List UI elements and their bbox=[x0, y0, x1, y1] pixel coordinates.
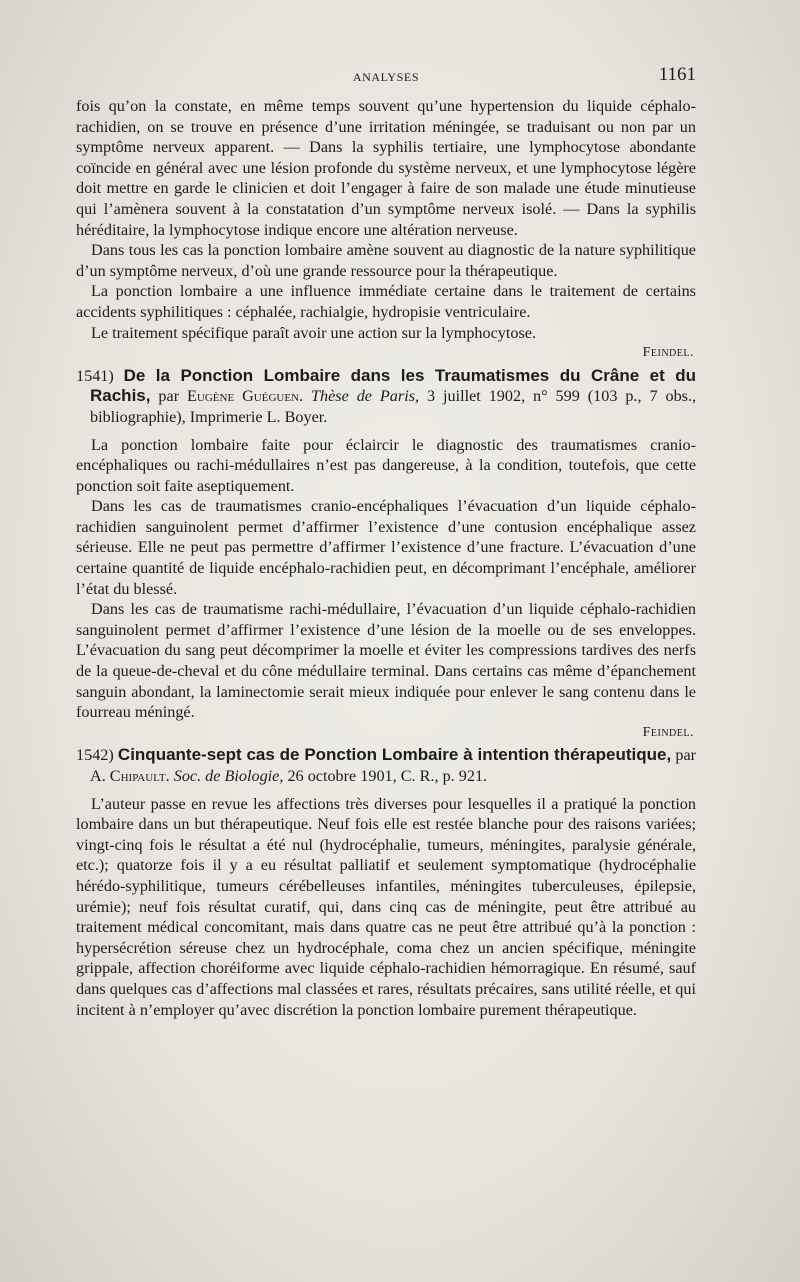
paragraph: L’auteur passe en revue les affections très diverses pour lesquelles il a pratiqué la ponction lombaire dans un but thérapeutique. Neuf fois elle est restée blanche pour des raisons variées; vingt-cinq fois le résultat a été nul (hydrocéphalie, tumeurs, méningites, paralysie générale, etc.); quatorze fois il y a eu résultat palliatif et seulement symptomatique (hydrocéphalie hérédo-syphilitique, tumeurs cérébelleuses infantiles, méningites tuberculeuses, épilepsie, urémie); neuf fois résultat curatif, qui, dans cinq cas de méningite, peut être attribué au traitement médical concomitant, mais dans quatre cas ne peut être attribué qu’à la ponction : hypersécrétion séreuse chez un hydrocéphale, coma chez un ancien spécifique, méningite grippale, affection choréiforme avec liquide céphalo-rachidien hémorragique. En résumé, sauf dans quelques cas d’affections mal classées et rares, résultats précaires, sans utilité réelle, et qui incitent à n’employer qu’avec discrétion la ponction lombaire purement thérapeutique. bbox=[76, 794, 696, 1019]
entry-title: Cinquante-sept cas de Ponction Lombaire à intention thérapeutique, bbox=[117, 745, 672, 765]
paragraph: fois qu’on la constate, en même temps souvent qu’une hypertension du liquide céphalo-rachidien, on se trouve en présence d’une irritation méningée, se traduisant ou non par un symptôme nerveux apparent. — Dans la syphilis tertiaire, une lymphocytose abondante coïncide en général avec une lésion profonde du système nerveux, et une lymphocytose légère doit mettre en garde le clinicien et doit l’engager à faire de son malade une étude minutieuse qui l’amènera souvent à la constatation d’un symptôme nerveux isolé. — Dans la syphilis héréditaire, la lymphocytose indique encore une altération nerveuse. bbox=[76, 97, 696, 239]
paragraph: Dans les cas de traumatisme rachi-médullaire, l’évacuation d’un liquide céphalo-rachidien sanguinolent permet d’affirmer l’existence d’une lésion de la moelle ou de ses enveloppes. L’évacuation du sang peut décomprimer la moelle et éviter les compressions tardives des nerfs de la queue-de-cheval et du cône médullaire terminal. Dans certains cas même d’épanchement sanguin abondant, la laminectomie serait mieux indiquée pour enlever le sang contenu dans le fourreau méningé. bbox=[76, 600, 696, 722]
entry-source: Soc. de Biologie, bbox=[173, 767, 284, 785]
entry-details: 26 octobre 1901, C. R., p. 921. bbox=[287, 767, 488, 785]
paragraph: La ponction lombaire faite pour éclaircir le diagnostic des traumatismes cranio-encéphaliques ou rachi-médullaires n’est pas dangereuse, à la condition, toutefois, que cette ponction soit faite aseptiquement. bbox=[76, 435, 696, 495]
paragraph: La ponction lombaire a une influence immédiate certaine dans le traitement de certains accidents syphilitiques : céphalée, rachialgie, hydropisie ventriculaire. bbox=[76, 282, 696, 321]
paragraph: Le traitement spécifique paraît avoir une action sur la lymphocytose. bbox=[91, 323, 536, 342]
entry-source: Thèse de Paris, bbox=[311, 387, 420, 406]
signature: Feindel. bbox=[642, 345, 694, 361]
entry-1541-heading bbox=[76, 366, 696, 428]
page-header bbox=[76, 64, 696, 88]
entry-by: par bbox=[158, 387, 180, 406]
entry-number: 1542) bbox=[76, 746, 114, 765]
paragraph: Dans les cas de traumatismes cranio-encéphaliques l’évacuation d’un liquide céphalo-rachidien sanguinolent permet d’affirmer l’existence d’une contusion encéphalique assez sérieuse. Elle ne peut pas permettre d’affirmer l’existence d’une fracture. L’évacuation d’une certaine quantité de liquide encéphalo-rachidien peut, en décomprimant l’encéphale, améliorer l’état du blessé. bbox=[76, 497, 696, 598]
entry-number: 1541) bbox=[76, 366, 114, 385]
signature: Feindel. bbox=[642, 724, 694, 740]
entry-by: par bbox=[675, 746, 697, 765]
page-number: 1161 bbox=[658, 64, 696, 85]
page-body bbox=[76, 96, 696, 1020]
entry-details: 3 juillet 1902, n° 599 (103 p., 7 obs., bibliographie), Imprimerie L. Boyer. bbox=[90, 387, 697, 426]
entry-title: De la Ponction Lombaire dans les Traumatismes du Crâne et du Rachis, bbox=[90, 365, 697, 406]
entry-author: A. Chipault. bbox=[90, 767, 170, 785]
paragraph: Dans tous les cas la ponction lombaire amène souvent au diagnostic de la nature syphilitique d’un symptôme nerveux, d’où une grande ressource pour la thérapeutique. bbox=[76, 241, 696, 280]
entry-author: Eugène Guéguen. bbox=[187, 387, 304, 406]
running-head: ANALYSES bbox=[352, 70, 420, 84]
entry-1542-heading bbox=[76, 745, 696, 786]
